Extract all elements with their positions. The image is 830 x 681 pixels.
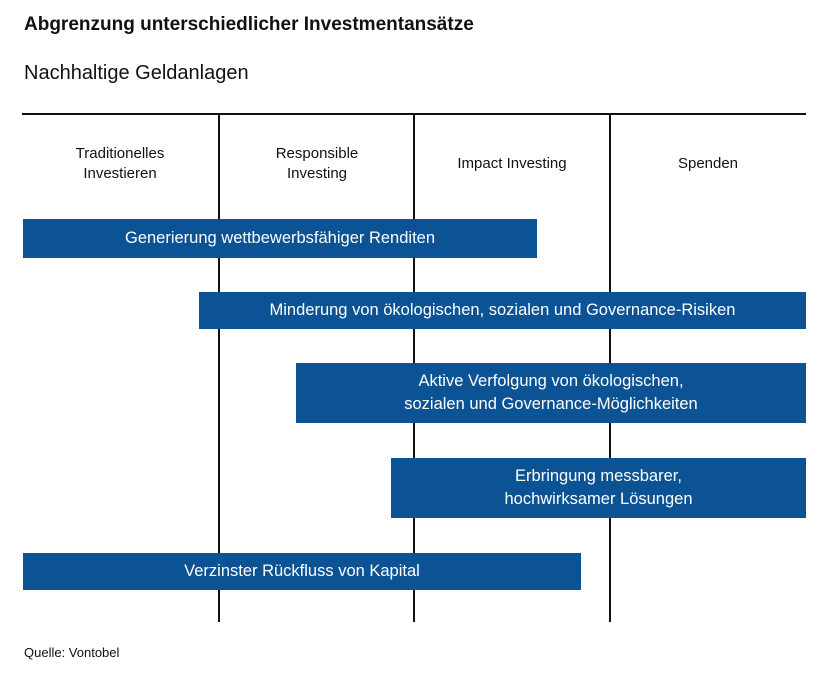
column-divider [218,114,220,622]
diagram-subtitle: Nachhaltige Geldanlagen [24,62,249,84]
column-label-donations: Spenden [677,155,739,172]
source-note: Quelle: Vontobel [24,645,120,660]
column-label-responsible: Responsible Investing [275,145,359,182]
bar-measurable-solutions: Erbringung messbarer, hochwirksamer Lösungen [391,458,806,518]
bar-active-opportunities: Aktive Verfolgung von ökologischen, sozialen und Governance-Möglichkeiten [296,363,806,423]
column-label-traditional: Traditionelles Investieren [75,145,165,182]
bar-capital-return: Verzinster Rückfluss von Kapital [23,553,581,590]
column-label-impact: Impact Investing [457,155,567,172]
bar-competitive-returns: Generierung wettbewerbsfähiger Renditen [23,219,537,258]
diagram-title: Abgrenzung unterschiedlicher Investmentansätze [24,14,474,35]
bar-risk-mitigation: Minderung von ökologischen, sozialen und Governance-Risiken [199,292,806,329]
